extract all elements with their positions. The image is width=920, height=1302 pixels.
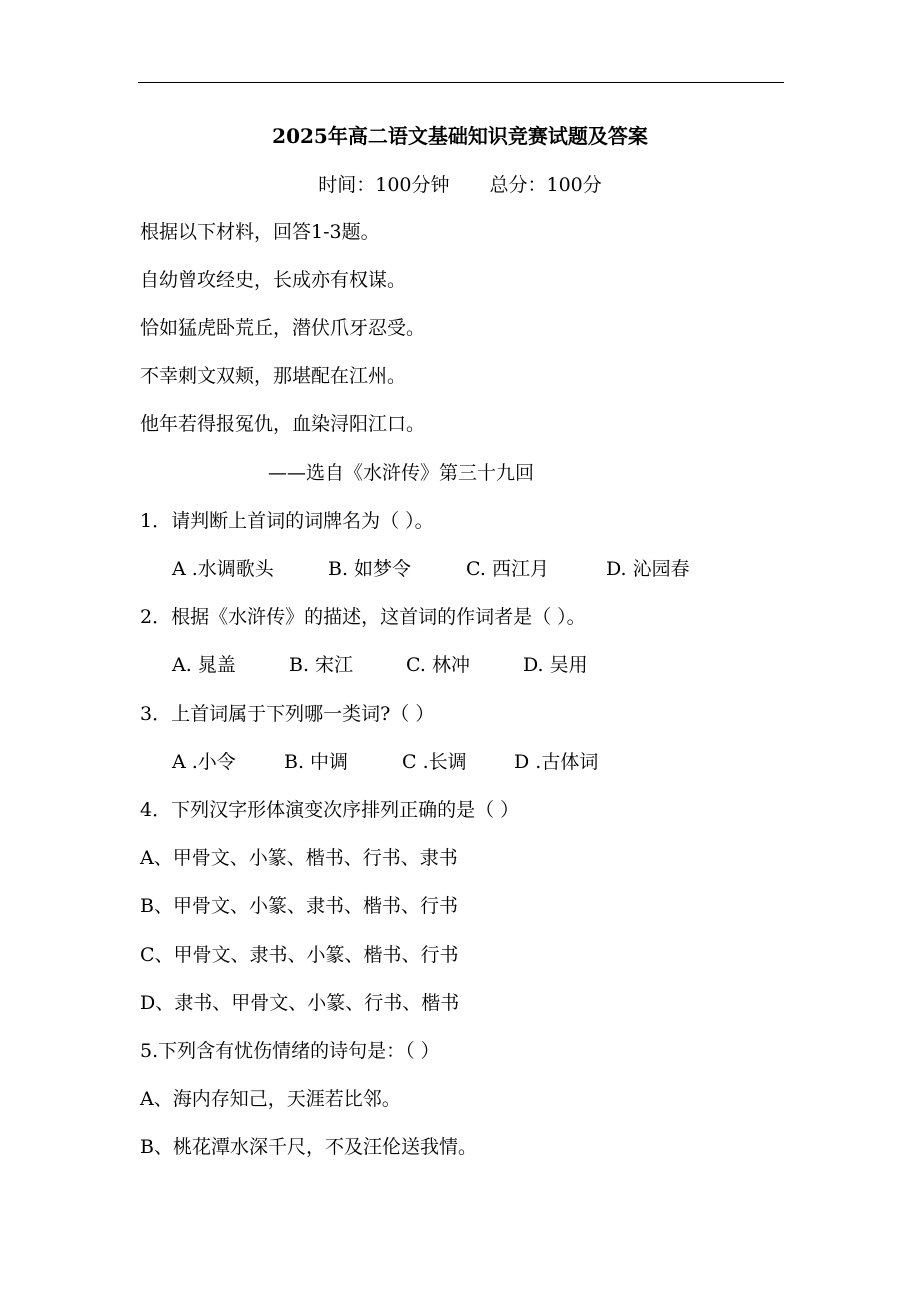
option-a: A .小令 — [172, 751, 236, 773]
question-4-choice-c: C、甲骨文、隶书、小篆、楷书、行书 — [140, 944, 459, 966]
exam-total-score: 总分：100分 — [489, 174, 602, 196]
option-d: D. 沁园春 — [606, 558, 690, 580]
question-5-choice-a: A、海内存知己，天涯若比邻。 — [140, 1088, 401, 1110]
option-b: B. 如梦令 — [328, 558, 412, 580]
exam-meta — [0, 170, 920, 200]
poem-source: ——选自《水浒传》第三十九回 — [268, 462, 535, 484]
poem-line: 恰如猛虎卧荒丘，潜伏爪牙忍受。 — [140, 317, 426, 339]
question-5-stem: 5.下列含有忧伤情绪的诗句是：（ ） — [140, 1040, 440, 1062]
option-b: B. 中调 — [284, 751, 349, 773]
option-d: D. 吴用 — [523, 654, 588, 676]
question-2-stem: 2．根据《水浒传》的描述，这首词的作词者是（ ）。 — [140, 606, 586, 628]
question-4-choice-a: A、甲骨文、小篆、楷书、行书、隶书 — [140, 847, 458, 869]
exam-time: 时间：100分钟 — [318, 174, 450, 196]
option-a: A .水调歌头 — [172, 558, 274, 580]
question-4-choice-d: D、隶书、甲骨文、小篆、行书、楷书 — [140, 992, 460, 1014]
question-5-choice-b: B、桃花潭水深千尺，不及汪伦送我情。 — [140, 1136, 477, 1158]
poem-line: 自幼曾攻经史，长成亦有权谋。 — [140, 269, 407, 291]
option-c: C. 西江月 — [466, 558, 549, 580]
material-intro: 根据以下材料，回答1-3题。 — [140, 221, 380, 243]
option-c: C .长调 — [402, 751, 467, 773]
question-1-options — [172, 554, 690, 584]
question-3-options — [172, 747, 598, 777]
question-2-options — [172, 650, 588, 680]
poem-line: 他年若得报冤仇，血染浔阳江口。 — [140, 413, 426, 435]
document-title: 2025年高二语文基础知识竞赛试题及答案 — [272, 124, 648, 148]
option-d: D .古体词 — [514, 751, 599, 773]
option-c: C. 林冲 — [406, 654, 470, 676]
option-b: B. 宋江 — [289, 654, 354, 676]
question-3-stem: 3．上首词属于下列哪一类词?（ ） — [140, 703, 435, 725]
question-4-choice-b: B、甲骨文、小篆、隶书、楷书、行书 — [140, 895, 458, 917]
poem-line: 不幸刺文双颊，那堪配在江州。 — [140, 365, 407, 387]
question-4-stem: 4．下列汉字形体演变次序排列正确的是（ ） — [140, 799, 520, 821]
question-1-stem: 1．请判断上首词的词牌名为（ ）。 — [140, 510, 434, 532]
option-a: A. 晁盖 — [172, 654, 236, 676]
header-rule — [138, 82, 784, 83]
